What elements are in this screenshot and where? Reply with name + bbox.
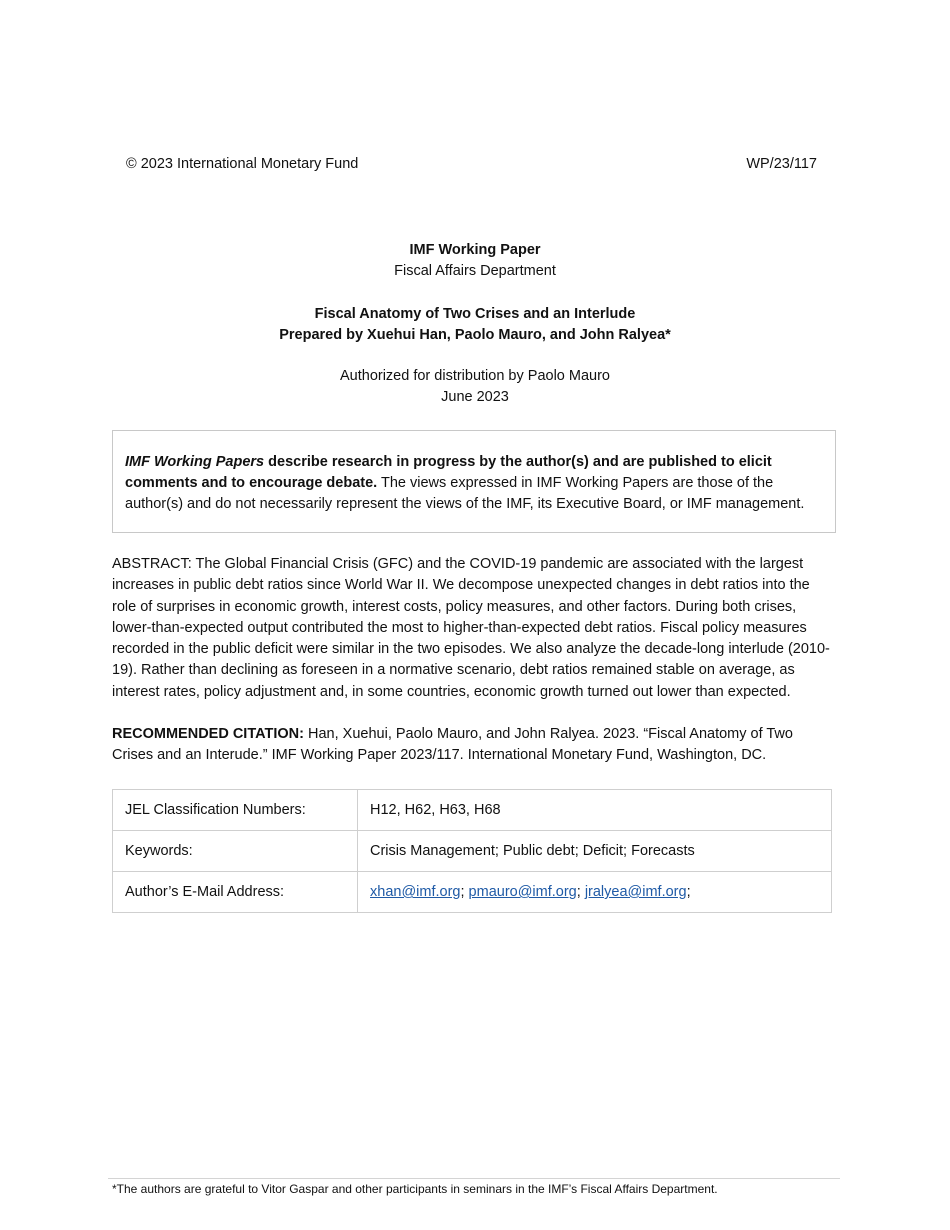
table-row <box>113 790 832 831</box>
email-trailing-separator: ; <box>686 884 691 900</box>
paper-title: Fiscal Anatomy of Two Crises and an Interlude <box>314 306 636 322</box>
department-name: Fiscal Affairs Department <box>394 263 556 279</box>
disclaimer-text: The views expressed in IMF Working Papers are those of the author(s) and do not necessarily represent the views of the IMF, its Executive Board, or IMF management. <box>125 475 805 512</box>
keywords-value: Crisis Management; Public debt; Deficit; Forecasts <box>358 831 832 872</box>
keywords-label: Keywords: <box>113 831 358 872</box>
email-list <box>358 872 832 913</box>
title-block <box>0 240 950 282</box>
jel-value: H12, H62, H63, H68 <box>358 790 832 831</box>
abstract: ABSTRACT: The Global Financial Crisis (GFC) and the COVID-19 pandemic are associated with the largest increases in public debt ratios since World War II. We decompose unexpected changes in debt ratios into the role of surprises in economic growth, interest costs, policy measures, and other factors. During both crises, lower-than-expected output contributed the most to higher-than-expected debt ratios. Fiscal policy measures recorded in the public deficit were similar in the two episodes. We also analyze the decade-long interlude (2010-19). Rather than declining as foreseen in a normative scenario, debt ratios remained stable on average, as interest rates, policy adjustment and, in some countries, economic growth turned out lower than expected. <box>112 556 830 700</box>
email-link-han[interactable]: xhan@imf.org <box>370 884 461 900</box>
footnote-divider <box>108 1178 840 1179</box>
authorization-line: Authorized for distribution by Paolo Mauro <box>339 368 610 384</box>
citation-label: RECOMMENDED CITATION: <box>112 726 304 742</box>
table-row <box>113 872 832 913</box>
authorization-block <box>0 366 950 408</box>
paper-number: WP/23/117 <box>746 156 817 172</box>
jel-label: JEL Classification Numbers: <box>113 790 358 831</box>
metadata-table <box>112 789 832 913</box>
email-separator: ; <box>576 884 585 900</box>
citation-text: Han, Xuehui, Paolo Mauro, and John Ralyea. 2023. “Fiscal Anatomy of Two Crises and an Interude.” IMF Working Paper 2023/117. International Monetary Fund, Washington, DC. <box>112 726 793 764</box>
title-authors-block <box>0 304 950 346</box>
disclaimer-lead-bold: describe research in progress by the author(s) and are published to elicit comments and to encourage debate. <box>125 454 772 491</box>
email-separator: ; <box>460 884 469 900</box>
email-link-ralyea[interactable]: jralyea@imf.org <box>584 884 687 900</box>
disclaimer-box <box>112 430 836 533</box>
recommended-citation <box>112 724 836 767</box>
publication-date: June 2023 <box>441 389 509 405</box>
email-label: Author’s E-Mail Address: <box>113 872 358 913</box>
email-link-mauro[interactable]: pmauro@imf.org <box>468 884 577 900</box>
author-line: Prepared by Xuehui Han, Paolo Mauro, and John Ralyea* <box>279 327 671 343</box>
footnote: *The authors are grateful to Vitor Gaspar and other participants in seminars in the IMF’s Fiscal Affairs Department. <box>112 1182 718 1196</box>
copyright-notice: © 2023 International Monetary Fund <box>126 156 359 172</box>
series-name: IMF Working Paper <box>409 242 541 258</box>
disclaimer-lead-italic: IMF Working Papers <box>125 454 265 470</box>
table-row <box>113 831 832 872</box>
